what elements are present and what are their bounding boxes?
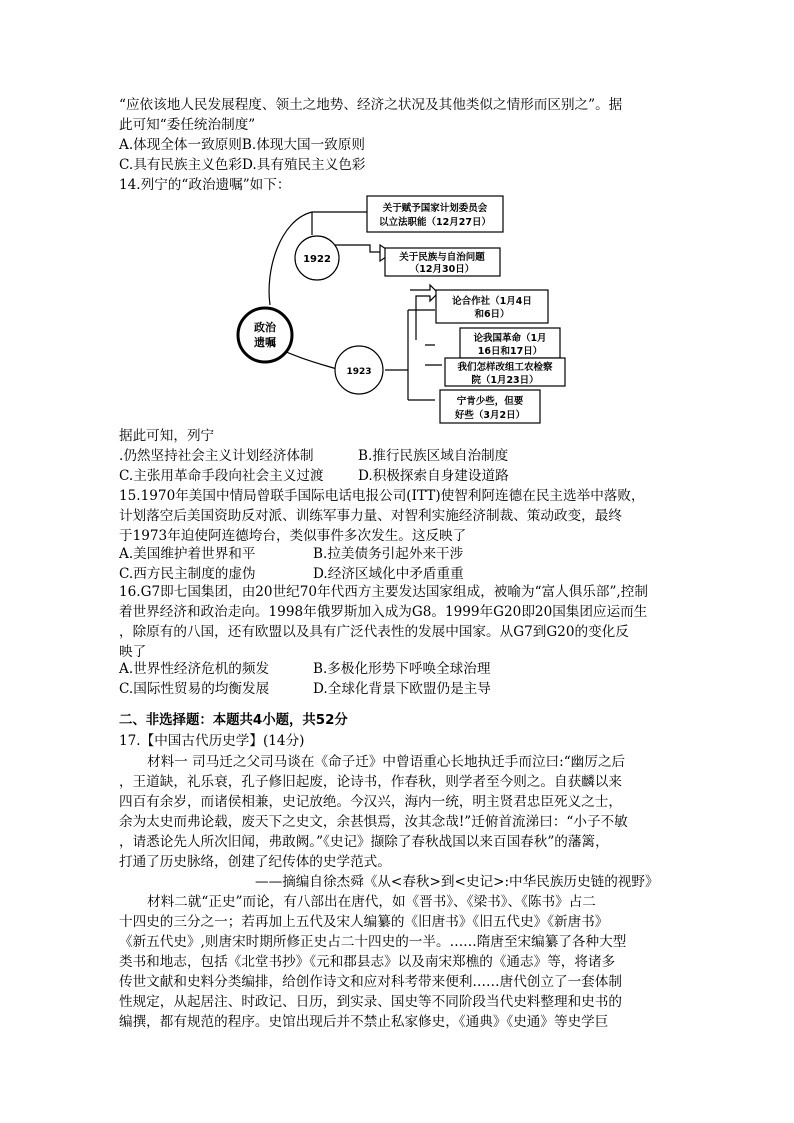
box-1923-inspection-line-1: 我们怎样改组工农检察 (457, 362, 553, 373)
box-1923-revolution-line-1: 论我国革命（1月 (473, 333, 547, 344)
q17-material1-source: ——摘编自徐杰舜《从<春秋>到<史记>:中华民族历史链的视野》 (255, 874, 659, 890)
q17-material2-line-3: 《新五代史》,则唐宋时期所修正史占二十四史的一半。……隋唐至宋编纂了各种大型 (119, 934, 627, 950)
box-1923-inspection-line-2: 院（1月23日） (471, 375, 539, 386)
q17-material2-line-6: 性规定，从起居注、时政记、日历，到实录、国史等不同阶段当代史料整理和史书的 (119, 994, 622, 1010)
q15-stem-line-2: 计划落空后美国资助反对派、训练军事力量、对智利实施经济制裁、策动政变，最终 (119, 508, 622, 524)
box-1923-cooperation-line-1: 论合作社（1月4日 (452, 296, 532, 307)
year-label-1923: 1923 (346, 367, 372, 377)
q15-stem-line-3: 于1973年迫使阿连德垮台，类似事件多次发生。这反映了 (119, 528, 467, 544)
q17-material1-line-5: ，请悉论先人所次旧闻，弗敢阙。”《史记》撷除了春秋战国以来百国春秋”的藩篱， (119, 834, 609, 850)
q16-option-c: C.国际性贸易的均衡发展 (119, 681, 270, 697)
q17-title: 17.【中国古代历史学】(14分) (119, 733, 305, 749)
q17-material1-line-3: 四百有余岁，而诸侯相兼，史记放绝。今汉兴，海内一统，明主贤君忠臣死义之士， (119, 794, 622, 810)
q16-stem-line-4: 映了 (119, 644, 147, 660)
q17-material2-line-2: 十四史的三分之一；若再加上五代及宋人编纂的《旧唐书》《旧五代史》《新唐书》 (119, 914, 609, 930)
q14-option-a: .仍然坚持社会主义计划经济体制 (119, 448, 314, 464)
q13-stem-line-1: “应依该地人民发展程度、领土之地势、经济之状况及其他类似之情形而区别之”。据 (119, 97, 623, 113)
q13-option-cd: C.具有民族主义色彩D.具有殖民主义色彩 (119, 157, 366, 173)
center-label-1: 政治 (254, 321, 276, 334)
q17-material1-line-1: 材料一 司马迁之父司马谈在《命子迁》中曾语重心长地执迁手而泣曰:“幽厉之后 (147, 754, 626, 770)
q14-lead: 据此可知，列宁 (119, 428, 215, 444)
q15-option-c: C.西方民主制度的虚伪 (119, 566, 256, 582)
q17-material2-line-1: 材料二就“正史”而论，有八部出在唐代，如《晋书》、《梁书》、《陈书》占二 (147, 894, 596, 910)
q14-option-b: B.推行民族区域自治制度 (358, 448, 509, 464)
box-1923-better-fewer-line-2: 好些（3月2日） (454, 410, 526, 421)
q13-stem-line-2: 此可知“委任统治制度” (119, 117, 256, 133)
box-1923-better-fewer-line-1: 宁肯少些，但要 (456, 396, 524, 407)
center-node (238, 308, 292, 362)
q14-stem: 14.列宁的“政治遗嘱”如下： (119, 177, 291, 193)
q16-option-d: D.全球化背景下欧盟仍是主导 (313, 681, 491, 697)
q14-diagram (230, 190, 570, 430)
q17-material2-line-4: 类书和地志，包括《北堂书抄》《元和郡县志》以及南宋郑樵的《通志》等，将诸多 (119, 954, 616, 970)
year-label-1922: 1922 (303, 254, 331, 265)
q16-stem-line-1: 16.G7即七国集团，由20世纪70年代西方主要发达国家组成，被喻为“富人俱乐部”,控制 (119, 584, 648, 600)
q16-stem-line-3: ，除原有的八国，还有欧盟以及具有广泛代表性的发展中国家。从G7到G20的变化反 (119, 624, 629, 640)
q16-option-b: B.多极化形势下呼唤全球治理 (313, 661, 491, 677)
q15-stem-line-1: 15.1970年美国中情局曾联手国际电话电报公司(ITT)使智利阿连德在民主选举中落败， (119, 488, 645, 504)
box-1922-planning-line-1: 关于赋予国家计划委员会 (382, 203, 488, 214)
q14-option-d: D.积极探索自身建设道路 (358, 468, 509, 484)
q17-material1-line-6: 打通了历史脉络，创建了纪传体的史学范式。 (119, 854, 391, 870)
q15-option-b: B.拉美债务引起外来干涉 (313, 546, 464, 562)
section-2-heading: 二、非选择题：本题共4小题，共52分 (119, 713, 348, 728)
q15-option-a: A.美国维护着世界和平 (119, 546, 256, 562)
box-1923-revolution-line-2: 16日和17日） (477, 346, 543, 357)
center-label-2: 遗嘱 (254, 336, 276, 349)
q13-option-ab: A.体现全体一致原则B.体现大国一致原则 (119, 137, 365, 153)
q17-material1-line-2: ，王道缺，礼乐衰，孔子修旧起废，论诗书，作春秋，则学者至今则之。自获麟以来 (119, 774, 622, 790)
box-1922-planning-line-2: 以立法职能（12月27日） (379, 217, 491, 228)
q17-material2-line-7: 编撰，都有规范的程序。史馆出现后并不禁止私家修史，《通典》《史通》等史学巨 (119, 1014, 609, 1030)
q16-option-a: A.世界性经济危机的频发 (119, 661, 270, 677)
q16-stem-line-2: 着世界经济和政治走向。1998年俄罗斯加入成为G8。1999年G20即20国集团应运而生 (119, 604, 648, 620)
q17-material2-line-5: 传世文献和史料分类编排，给创作诗文和应对科考带来便利……唐代创立了一套体制 (119, 974, 622, 990)
box-1922-nationality-line-1: 关于民族与自治问题 (399, 252, 485, 263)
q17-material1-line-4: 余为太史而弗论载，废天下之史文，余甚惧焉，汝其念哉!”迁俯首流涕曰：“小子不敏 (119, 814, 628, 830)
q14-option-c: C.主张用革命手段向社会主义过渡 (119, 468, 324, 484)
box-1922-nationality-line-2: （12月30日） (409, 264, 475, 275)
box-1923-cooperation-line-2: 和6日） (474, 309, 510, 320)
q15-option-d: D.经济区域化中矛盾重重 (313, 566, 464, 582)
